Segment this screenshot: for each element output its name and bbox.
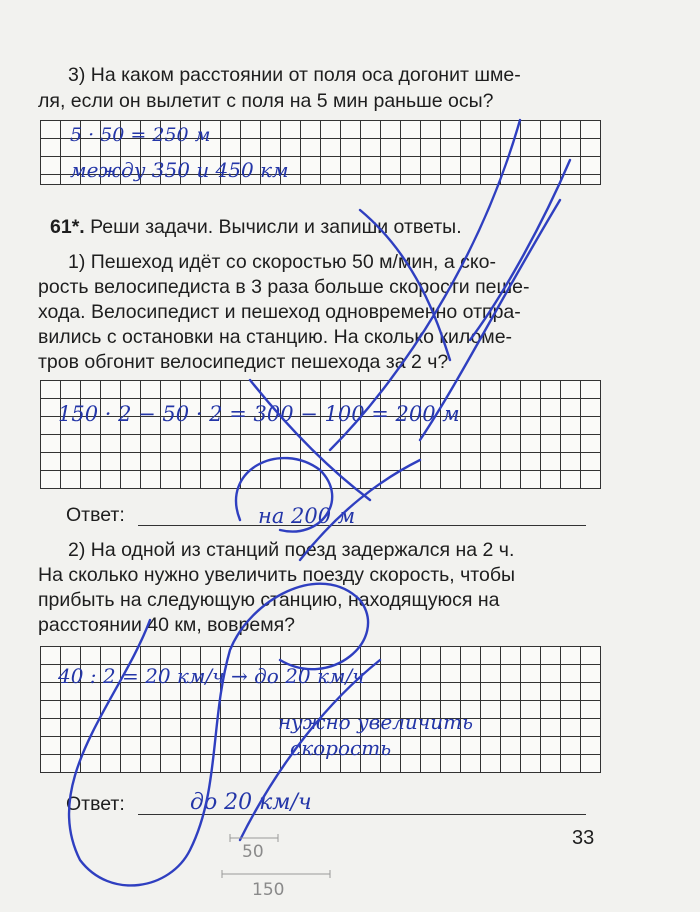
pencil-note-150: 150 — [252, 880, 285, 900]
handwritten-task61-part2-line3: скорость — [290, 736, 392, 760]
task61-part2-line1: 2) На одной из станций поезд задержался на 2 ч. — [68, 539, 515, 561]
answer-label-part1: Ответ: — [66, 504, 125, 526]
answer-line-part1 — [138, 525, 586, 526]
handwritten-task60-line1: 5 · 50 = 250 м — [70, 124, 211, 146]
task61-part1-line3: хода. Велосипедист и пешеход одновременно отпра- — [38, 301, 521, 323]
pencil-bracket-150 — [222, 870, 330, 878]
task60-part3-line2: ля, если он вылетит с поля на 5 мин раньше осы? — [38, 90, 494, 112]
task61-part1-line2: рость велосипедиста в 3 раза больше скорости пеше- — [38, 276, 530, 298]
handwritten-task61-part2-line1: 40 : 2 = 20 км/ч → до 20 км/ч — [58, 664, 365, 688]
page-number: 33 — [572, 827, 595, 849]
task61-part1-line4: вились с остановки на станцию. На сколько киломе- — [38, 326, 513, 348]
handwritten-answer-part2: до 20 км/ч — [190, 790, 312, 815]
task61-part1-line5: тров обгонит велосипедист пешехода за 2 ч? — [38, 351, 449, 373]
pencil-note-50: 50 — [242, 842, 264, 862]
task61-part2-line3: прибыть на следующую станцию, находящуюся на — [38, 589, 500, 611]
answer-grid-task61-part1 — [40, 380, 601, 489]
task61-number: 61*. — [50, 216, 85, 238]
handwritten-task60-line2: между 350 и 450 км — [70, 158, 289, 182]
task61-part2-line2: На сколько нужно увеличить поезду скорость, чтобы — [38, 564, 516, 586]
task60-part3-line1: 3) На каком расстоянии от поля оса догонит шме- — [68, 64, 521, 86]
handwritten-task61-part2-line2: нужно увеличить — [278, 710, 473, 734]
task61-instruction: Реши задачи. Вычисли и запиши ответы. — [90, 216, 462, 238]
answer-label-part2: Ответ: — [66, 793, 125, 815]
pencil-bracket-50 — [230, 834, 278, 842]
task61-part1-line1: 1) Пешеход идёт со скоростью 50 м/мин, а ско- — [68, 251, 496, 273]
task61-part2-line4: расстоянии 40 км, вовремя? — [38, 614, 296, 636]
handwritten-task61-part1: 150 · 2 − 50 · 2 = 300 − 100 = 200 м — [58, 402, 460, 426]
handwritten-answer-part1: на 200 м — [258, 504, 356, 528]
task61-heading — [50, 218, 462, 238]
